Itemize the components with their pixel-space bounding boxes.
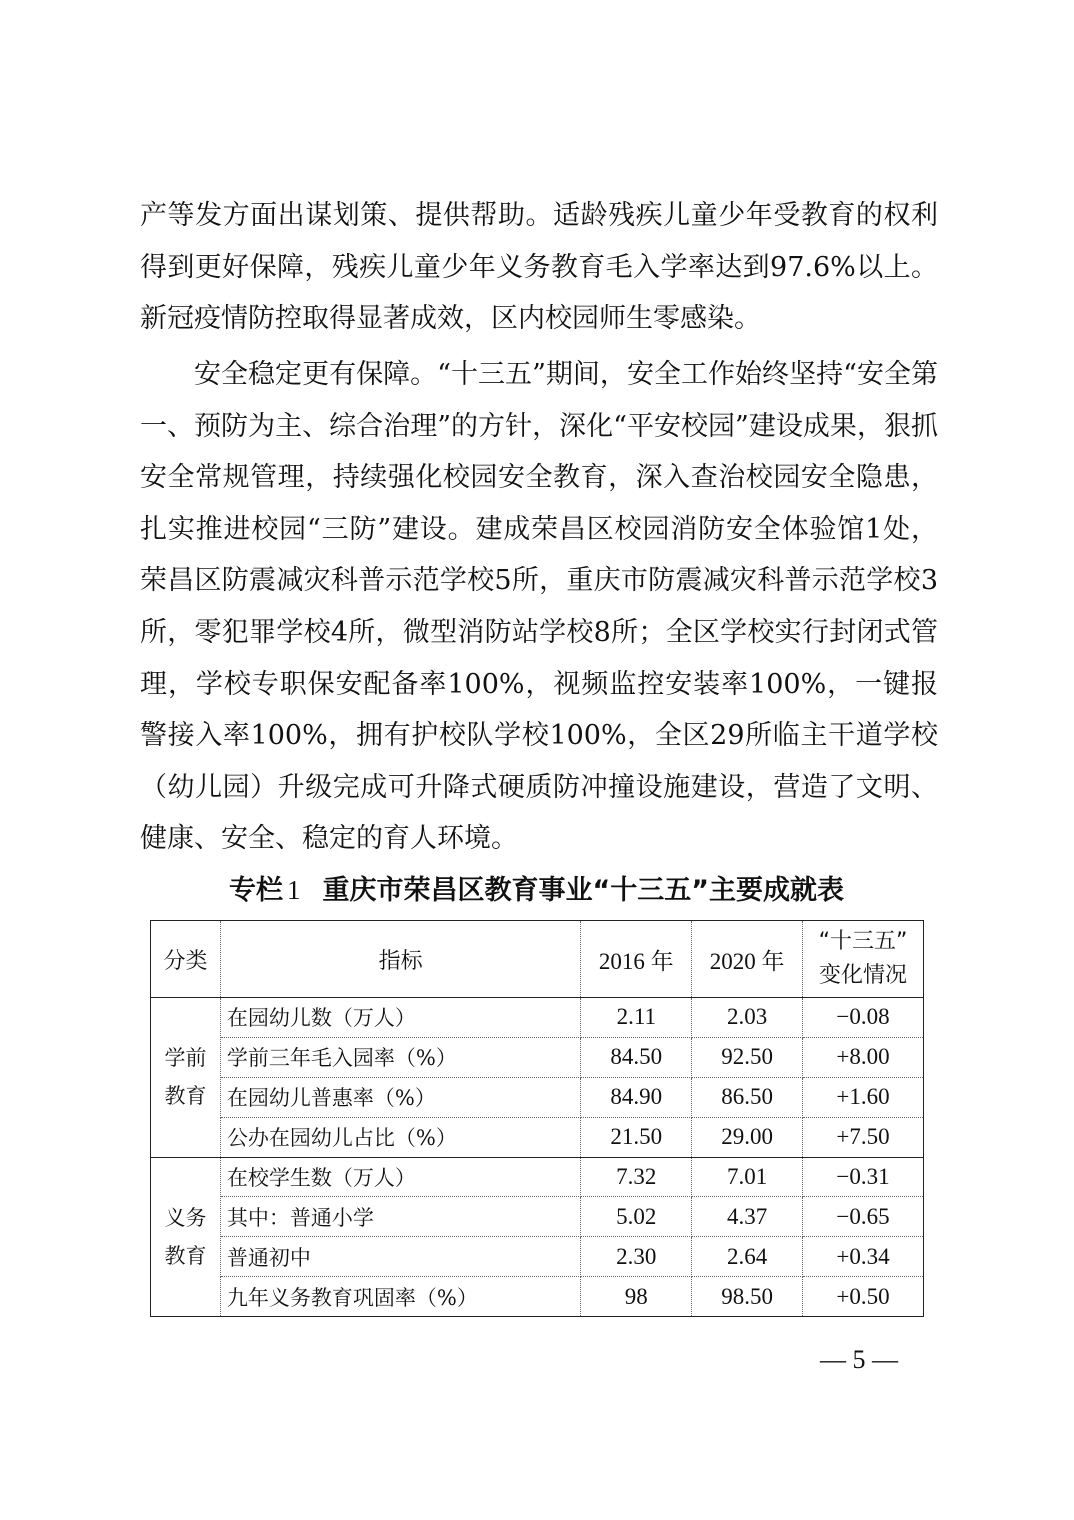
value-2020-cell: 29.00 — [692, 1117, 803, 1157]
indicator-cell: 在园幼儿普惠率（%） — [220, 1077, 580, 1117]
change-cell: −0.08 — [803, 998, 924, 1038]
table-row — [151, 1277, 924, 1317]
value-2020-cell: 86.50 — [692, 1077, 803, 1117]
value-2020-cell: 2.64 — [692, 1237, 803, 1277]
category-line: 学前 — [164, 1046, 207, 1071]
table-row — [151, 1237, 924, 1277]
change-cell: −0.65 — [803, 1197, 924, 1237]
value-2016-cell: 84.50 — [581, 1037, 692, 1077]
header-2020: 2020 年 — [692, 921, 803, 998]
header-change-line1: “十三五” — [818, 929, 908, 954]
value-2020-cell: 98.50 — [692, 1277, 803, 1317]
change-cell: −0.31 — [803, 1157, 924, 1197]
indicator-cell: 公办在园幼儿占比（%） — [220, 1117, 580, 1157]
body-paragraph-2 — [140, 349, 938, 865]
value-2016-cell: 2.11 — [581, 998, 692, 1038]
value-2020-cell: 2.03 — [692, 998, 803, 1038]
category-cell-compulsory — [151, 1157, 221, 1317]
value-2016-cell: 21.50 — [581, 1117, 692, 1157]
table-header-row — [151, 921, 924, 998]
body-paragraph-1 — [140, 190, 938, 345]
table-row — [151, 998, 924, 1038]
caption-number: 1 — [287, 875, 301, 905]
value-2020-cell: 7.01 — [692, 1157, 803, 1197]
change-cell: +0.50 — [803, 1277, 924, 1317]
value-2016-cell: 7.32 — [581, 1157, 692, 1197]
change-cell: +1.60 — [803, 1077, 924, 1117]
indicator-cell: 学前三年毛入园率（%） — [220, 1037, 580, 1077]
header-indicator: 指标 — [220, 921, 580, 998]
indicator-cell: 其中：普通小学 — [220, 1197, 580, 1237]
value-2020-cell: 92.50 — [692, 1037, 803, 1077]
paragraph-text: 产等发方面出谋划策、提供帮助。适龄残疾儿童少年受教育的权利得到更好保障，残疾儿童少年义务教育毛入学率达到97.6%以上。新冠疫情防控取得显著成效，区内校园师生零感染。 — [140, 200, 938, 335]
caption-title: 重庆市荣昌区教育事业“十三五”主要成就表 — [322, 875, 844, 906]
table-row — [151, 1197, 924, 1237]
indicator-cell: 在园幼儿数（万人） — [220, 998, 580, 1038]
table-row — [151, 1077, 924, 1117]
change-cell: +0.34 — [803, 1237, 924, 1277]
achievement-table — [150, 920, 924, 1317]
table-row — [151, 1117, 924, 1157]
caption-label: 专栏 — [229, 875, 283, 906]
value-2020-cell: 4.37 — [692, 1197, 803, 1237]
value-2016-cell: 2.30 — [581, 1237, 692, 1277]
page-number: — 5 — — [820, 1345, 898, 1374]
value-2016-cell: 84.90 — [581, 1077, 692, 1117]
category-line: 教育 — [164, 1084, 207, 1109]
header-change-line2: 变化情况 — [819, 963, 908, 988]
change-cell: +8.00 — [803, 1037, 924, 1077]
table-caption — [150, 868, 923, 907]
header-change — [803, 921, 924, 998]
category-cell-preschool — [151, 998, 221, 1158]
table-row — [151, 1037, 924, 1077]
indicator-cell: 九年义务教育巩固率（%） — [220, 1277, 580, 1317]
value-2016-cell: 5.02 — [581, 1197, 692, 1237]
table-row — [151, 1157, 924, 1197]
change-cell: +7.50 — [803, 1117, 924, 1157]
category-line: 教育 — [164, 1243, 207, 1268]
indicator-cell: 在校学生数（万人） — [220, 1157, 580, 1197]
value-2016-cell: 98 — [581, 1277, 692, 1317]
category-line: 义务 — [164, 1205, 207, 1230]
indicator-cell: 普通初中 — [220, 1237, 580, 1277]
header-2016: 2016 年 — [581, 921, 692, 998]
header-category: 分类 — [151, 921, 221, 998]
paragraph-text: 安全稳定更有保障。“十三五”期间，安全工作始终坚持“安全第一、预防为主、综合治理”的方针，深化“平安校园”建设成果，狠抓安全常规管理，持续强化校园安全教育，深入查治校园安全隐患，扎实推进校园“三防”建设。建成荣昌区校园消防安全体验馆1处，荣昌区防震减灾科普示范学校5所，重庆市防震减灾科普示范学校3所，零犯罪学校4所，微型消防站学校8所；全区学校实行封闭式管理，学校专职保安配备率100%，视频监控安装率100%，一键报警接入率100%，拥有护校队学校100%，全区29所临主干道学校（幼儿园）升级完成可升降式硬质防冲撞设施建设，营造了文明、健康、安全、稳定的育人环境。 — [140, 359, 938, 855]
